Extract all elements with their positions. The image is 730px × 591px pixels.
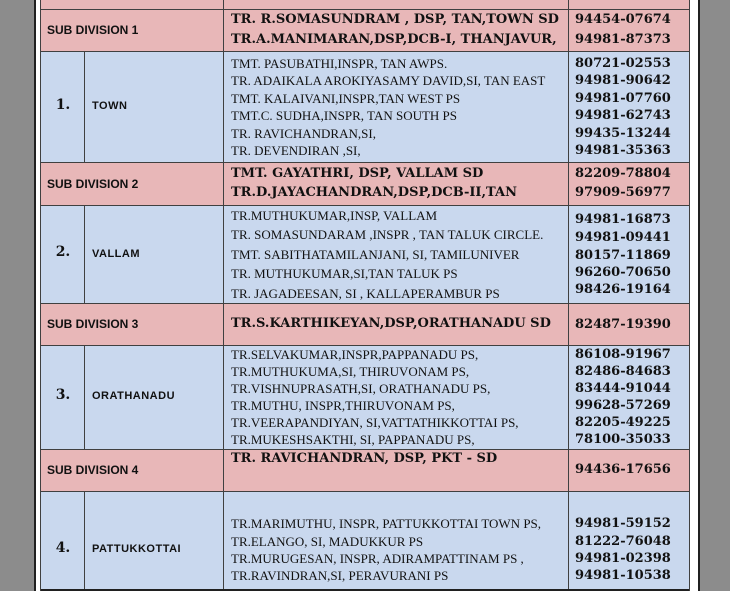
- phone-number: 94981-16873: [575, 212, 671, 227]
- station-place-cell: [85, 51, 224, 162]
- row-divider: [41, 303, 689, 304]
- sub-division-2-row: [41, 162, 689, 205]
- officer-entry: TMT. PASUBATHI,INSPR, TAN AWPS.: [231, 56, 448, 71]
- table-right-border: [689, 0, 690, 591]
- phone-number: 82209-78804: [575, 166, 671, 181]
- dsp-cell: [224, 449, 569, 491]
- row-divider: [41, 449, 689, 450]
- sub-division-label-cell: [41, 162, 224, 205]
- officer-entry: TR.VISHNUPRASATH,SI, ORATHANADU PS,: [231, 381, 491, 396]
- sub-division-4-row: [41, 449, 689, 491]
- phone-number: 94981-07760: [575, 91, 671, 106]
- phone-number: 94981-87373: [575, 32, 671, 47]
- row-divider: [41, 345, 689, 346]
- station-index-cell: [41, 345, 85, 449]
- station-place-cell: [85, 491, 224, 589]
- officer-entry: TR.MUTHUKUMA,SI, THIRUVONAM PS,: [231, 364, 470, 379]
- dsp-name: TMT. GAYATHRI, DSP, VALLAM SD: [231, 166, 484, 181]
- phone-number: 86108-91967: [575, 347, 671, 362]
- station-place: ORATHANADU: [92, 390, 176, 402]
- station-place: PATTUKKOTTAI: [92, 543, 182, 555]
- phone-number: 83444-91044: [575, 381, 671, 396]
- phone-number: 80721-02553: [575, 56, 671, 71]
- station-index-cell: [41, 205, 85, 303]
- phone-number: 82487-19390: [575, 317, 671, 332]
- phone-cell: [569, 9, 689, 51]
- dsp-name: TR. R.SOMASUNDRAM , DSP, TAN,TOWN SD: [231, 12, 559, 27]
- officer-entry: TR. JAGADEESAN, SI , KALLAPERAMBUR PS: [231, 286, 500, 301]
- officer-entry: TR.ELANGO, SI, MADUKKUR PS: [231, 534, 424, 549]
- top-partial-row: [41, 0, 689, 9]
- station-place-cell: [85, 205, 224, 303]
- phone-cell: [569, 162, 689, 205]
- officer-entry: TR. ADAIKALA AROKIYASAMY DAVID,SI, TAN EAST: [231, 73, 546, 88]
- dsp-cell: [224, 303, 569, 345]
- phone-cell: [569, 51, 689, 162]
- phone-cell: [569, 345, 689, 449]
- officer-entry: TMT. SABITHATAMILANJANI, SI, TAMILUNIVER: [231, 247, 520, 262]
- phone-cell: [569, 449, 689, 491]
- sub-division-label-cell: [41, 303, 224, 345]
- sub-division-label: SUB DIVISION 2: [47, 177, 139, 191]
- phone-cell: [569, 491, 689, 589]
- officers-cell: [224, 51, 569, 162]
- station-1-row: [41, 51, 689, 162]
- station-index-cell: [41, 51, 85, 162]
- sub-division-label: SUB DIVISION 1: [47, 23, 139, 37]
- phone-cell: [569, 205, 689, 303]
- dsp-name: TR.A.MANIMARAN,DSP,DCB-I, THANJAVUR,: [231, 32, 557, 47]
- officer-entry: TR.RAVINDRAN,SI, PERAVURANI PS: [231, 568, 449, 583]
- officer-entry: TR.SELVAKUMAR,INSPR,PAPPANADU PS,: [231, 347, 479, 362]
- officer-entry: TR.MUTHU, INSPR,THIRUVONAM PS,: [231, 398, 455, 413]
- row-divider: [41, 491, 689, 492]
- station-index: 1.: [55, 97, 71, 113]
- phone-number: 78100-35033: [575, 432, 671, 447]
- station-index: 4.: [55, 540, 71, 556]
- phone-number: 81222-76048: [575, 534, 671, 549]
- officer-entry: TR.VEERAPANDIYAN, SI,VATTATHIKKOTTAI PS,: [231, 415, 519, 430]
- phone-number: 99628-57269: [575, 398, 671, 413]
- station-2-row: [41, 205, 689, 303]
- station-4-row: [41, 491, 689, 589]
- dsp-name: TR. RAVICHANDRAN, DSP, PKT - SD: [231, 451, 498, 466]
- officer-entry: TR. DEVENDIRAN ,SI,: [231, 143, 361, 158]
- phone-number: 94454-07674: [575, 12, 671, 27]
- phone-number: 80157-11869: [575, 248, 671, 263]
- officer-entry: TR.MURUGESAN, INSPR, ADIRAMPATTINAM PS ,: [231, 551, 524, 566]
- dsp-cell: [224, 162, 569, 205]
- row-divider: [41, 162, 689, 163]
- station-3-row: [41, 345, 689, 449]
- sub-division-3-row: [41, 303, 689, 345]
- row-divider: [41, 51, 689, 52]
- officers-cell: [224, 205, 569, 303]
- phone-number: 94981-02398: [575, 551, 671, 566]
- row-divider: [41, 205, 689, 206]
- officer-entry: TR.MUKESHSAKTHI, SI, PAPPANADU PS,: [231, 432, 475, 447]
- phone-number: 94981-10538: [575, 568, 671, 583]
- phone-number: 99435-13244: [575, 126, 671, 141]
- phone-cell: [569, 303, 689, 345]
- officer-entry: TMT.C. SUDHA,INSPR, TAN SOUTH PS: [231, 108, 458, 123]
- station-place: TOWN: [92, 100, 128, 112]
- phone-number: 94436-17656: [575, 462, 671, 477]
- phone-number: 94981-35363: [575, 143, 671, 158]
- station-index: 2.: [55, 244, 71, 260]
- phone-number: 94981-09441: [575, 230, 671, 245]
- officer-entry: TR.MUTHUKUMAR,INSP, VALLAM: [231, 208, 438, 223]
- officer-entry: TR. SOMASUNDARAM ,INSPR , TAN TALUK CIRCLE.: [231, 227, 544, 242]
- phone-number: 94981-62743: [575, 108, 671, 123]
- dsp-name: TR.S.KARTHIKEYAN,DSP,ORATHANADU SD: [231, 316, 551, 331]
- phone-number: 98426-19164: [575, 282, 671, 297]
- station-place: VALLAM: [92, 248, 141, 260]
- sub-division-label-cell: [41, 9, 224, 51]
- sub-division-label: SUB DIVISION 3: [47, 317, 139, 331]
- phone-number: 82205-49225: [575, 415, 671, 430]
- dsp-cell: [224, 9, 569, 51]
- row-divider: [41, 9, 689, 10]
- officer-entry: TMT. KALAIVANI,INSPR,TAN WEST PS: [231, 91, 461, 106]
- officer-entry: TR. MUTHUKUMAR,SI,TAN TALUK PS: [231, 266, 458, 281]
- phone-number: 96260-70650: [575, 265, 671, 280]
- phone-number: 94981-90642: [575, 73, 671, 88]
- station-place-cell: [85, 345, 224, 449]
- phone-number: 82486-84683: [575, 364, 671, 379]
- phone-number: 97909-56977: [575, 185, 671, 200]
- sub-division-label: SUB DIVISION 4: [47, 463, 139, 477]
- officer-entry: TR. RAVICHANDRAN,SI,: [231, 126, 376, 141]
- officers-cell: [224, 345, 569, 449]
- officers-cell: [224, 491, 569, 589]
- station-index-cell: [41, 491, 85, 589]
- sub-division-1-row: [41, 9, 689, 51]
- table-left-border: [40, 0, 41, 591]
- phone-number: 94981-59152: [575, 516, 671, 531]
- dsp-name: TR.D.JAYACHANDRAN,DSP,DCB-II,TAN: [231, 185, 517, 200]
- station-index: 3.: [55, 387, 71, 403]
- sub-division-label-cell: [41, 449, 224, 491]
- officer-entry: TR.MARIMUTHU, INSPR, PATTUKKOTTAI TOWN PS,: [231, 516, 542, 531]
